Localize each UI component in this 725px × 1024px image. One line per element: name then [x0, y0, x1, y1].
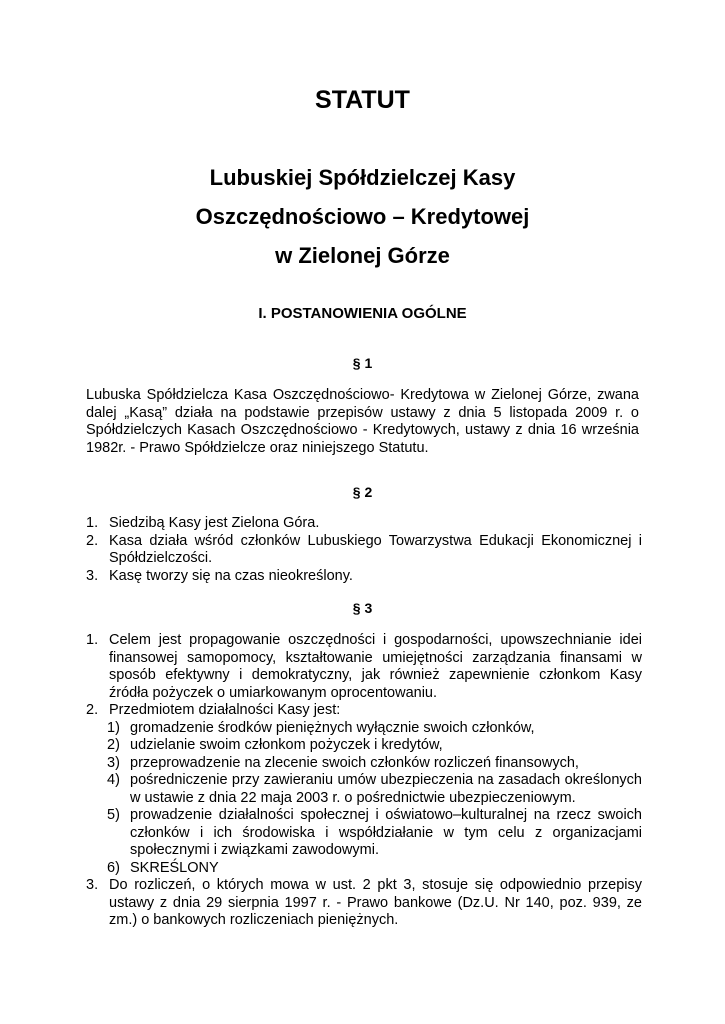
- sub-list-item: [86, 720, 642, 738]
- paragraph-sign-1: § 1: [352, 355, 373, 371]
- list-item-number: 2.: [86, 702, 99, 718]
- sub-list-item-text: SKREŚLONY: [130, 859, 219, 876]
- sub-list-item-number: 2): [107, 737, 120, 753]
- list-item: [86, 632, 642, 702]
- list-item-text: Do rozliczeń, o których mowa w ust. 2 pkt 3, stosuje się odpowiednio przepisy ustawy z dnia 29 sierpnia 1997 r. - Prawo bankowe (Dz.U. Nr 140, poz. 939, ze zm.) o bankowych rozliczeniach pieniężnych.: [109, 877, 642, 928]
- sub-list: [86, 720, 642, 878]
- sub-list-item: [86, 772, 642, 807]
- sub-list-item: [86, 860, 642, 878]
- paragraph-sign-3: § 3: [352, 600, 373, 616]
- paragraph-1-text: Lubuska Spółdzielcza Kasa Oszczędnościowo- Kredytowa w Zielonej Górze, zwana dalej „Kasą” działa na podstawie przepisów ustawy z dnia 5 listopada 2009 r. o Spółdzielczych Kasach Oszczędnościowo - Kredytowych, ustawy z dnia 16 września 1982r. - Prawo Spółdzielcze oraz niniejszego Statutu.: [86, 387, 639, 456]
- paragraph-3-list: [86, 632, 642, 930]
- list-item-number: 2.: [86, 532, 99, 549]
- document-title: STATUT: [315, 86, 410, 114]
- list-item: [86, 533, 642, 568]
- sub-list-item-text: prowadzenie działalności społecznej i oświatowo–kulturalnej na rzecz swoich członków i ich środowiska i współdziałanie w tym celu z organizacjami społecznymi i związkami zawodowymi.: [130, 807, 642, 858]
- document-subtitle-line-3: w Zielonej Górze: [275, 243, 450, 268]
- sub-list-item: [86, 755, 642, 773]
- sub-list-item-text: gromadzenie środków pieniężnych wyłącznie swoich członków,: [130, 719, 535, 736]
- sub-list-item-number: 5): [107, 807, 120, 823]
- section-heading: I. POSTANOWIENIA OGÓLNE: [258, 305, 467, 322]
- sub-list-item-text: udzielanie swoim członkom pożyczek i kredytów,: [130, 737, 443, 753]
- list-item-number: 3.: [86, 877, 99, 893]
- sub-list-item-number: 4): [107, 772, 120, 788]
- sub-list-item: [86, 807, 642, 860]
- sub-list-item-text: pośredniczenie przy zawieraniu umów ubezpieczenia na zasadach określonych w ustawie z dnia 22 maja 2003 r. o pośrednictwie ubezpieczeniowym.: [130, 772, 642, 806]
- sub-list-item-number: 1): [107, 719, 120, 736]
- document-subtitle-line-1: Lubuskiej Spółdzielczej Kasy: [209, 165, 516, 190]
- list-item-text: Przedmiotem działalności Kasy jest:: [109, 702, 341, 718]
- list-item-text: Siedzibą Kasy jest Zielona Góra.: [109, 515, 320, 531]
- sub-list-item-number: 3): [107, 754, 120, 771]
- list-item-number: 3.: [86, 567, 99, 584]
- paragraph-sign-2: § 2: [352, 484, 373, 500]
- list-item-number: 1.: [86, 632, 99, 648]
- paragraph-2-list: [86, 515, 642, 585]
- list-item-number: 1.: [86, 515, 99, 531]
- list-item-text: Celem jest propagowanie oszczędności i gospodarności, upowszechnianie idei finansowej samopomocy, kształtowanie umiejętności zarządzania finansami w sposób efektywny i demokratyczny, jak również zapewnienie członkom Kasy źródła pożyczek o umiarkowanym oprocentowaniu.: [109, 632, 642, 701]
- list-item: [86, 568, 642, 586]
- list-item-text: Kasę tworzy się na czas nieokreślony.: [109, 567, 353, 584]
- document-subtitle-line-2: Oszczędnościowo – Kredytowej: [195, 204, 530, 229]
- sub-list-item: [86, 737, 642, 755]
- list-item: [86, 877, 642, 930]
- list-item: [86, 515, 642, 533]
- list-item-text: Kasa działa wśród członków Lubuskiego Towarzystwa Edukacji Ekonomicznej i Spółdzielczości.: [109, 532, 642, 566]
- list-item: [86, 702, 642, 720]
- sub-list-item-text: przeprowadzenie na zlecenie swoich członków rozliczeń finansowych,: [130, 754, 579, 771]
- sub-list-item-number: 6): [107, 859, 120, 876]
